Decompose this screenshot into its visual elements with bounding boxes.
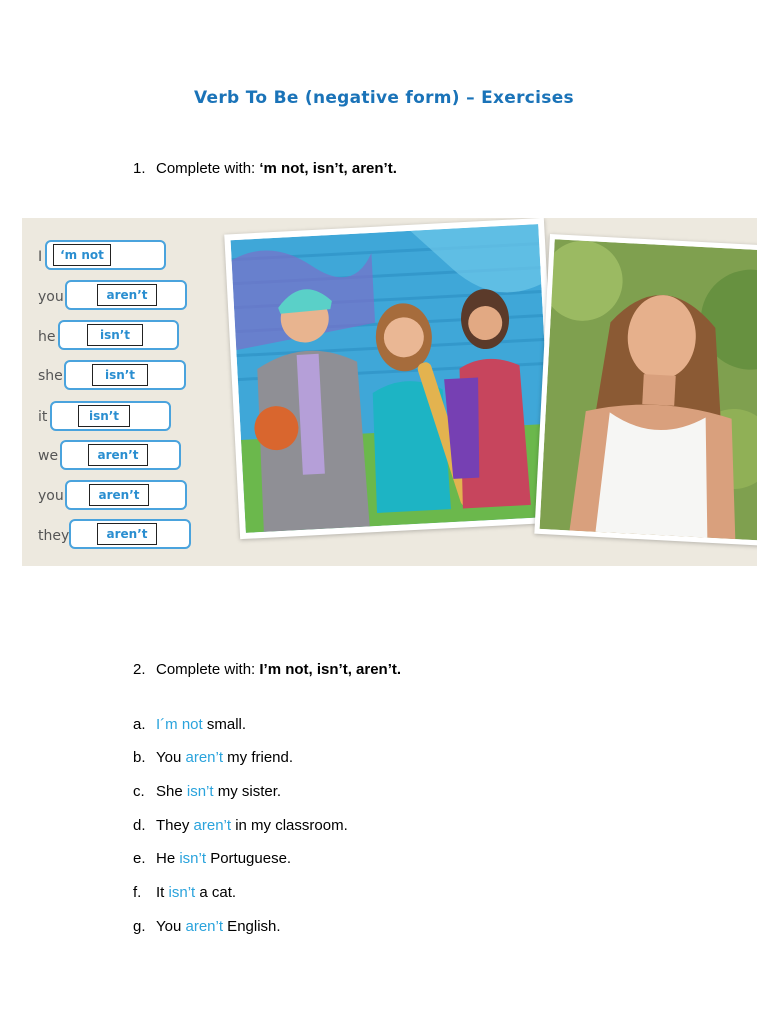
item-letter: a. [133, 716, 146, 733]
exercise-1-number: 1. [133, 160, 146, 177]
answer-text: ‘m not [53, 244, 111, 266]
item-answer: isn’t [168, 884, 196, 901]
answer-box [50, 401, 171, 431]
item-letter: g. [133, 918, 146, 935]
answer-text: isn’t [92, 364, 148, 386]
list-item [133, 884, 236, 901]
item-answer: aren’t [185, 749, 224, 766]
pronoun-label: you [38, 289, 64, 305]
girl-image [540, 239, 757, 540]
item-letter: e. [133, 850, 146, 867]
item-letter: b. [133, 749, 146, 766]
item-pre: It [156, 884, 169, 901]
list-item [133, 817, 348, 834]
teenagers-image [231, 224, 554, 533]
exercise-1-prompt [133, 160, 397, 177]
list-item [133, 850, 291, 867]
pronoun-label: we [38, 448, 59, 464]
answer-text: aren’t [89, 484, 149, 506]
list-item [133, 716, 246, 733]
answer-box [65, 480, 187, 510]
item-pre: He [156, 850, 180, 867]
item-answer: aren’t [185, 918, 224, 935]
photo-teenagers [224, 218, 560, 539]
item-answer: I´m not [156, 716, 203, 733]
item-pre: You [156, 918, 186, 935]
item-post: English. [223, 918, 281, 935]
pronoun-label: I [38, 249, 43, 265]
list-item [133, 749, 293, 766]
exercise-2-instruction: Complete with: [156, 661, 260, 678]
pronoun-label: she [38, 368, 63, 384]
exercise-2-prompt [133, 661, 401, 678]
answer-text: aren’t [97, 523, 157, 545]
item-post: my friend. [223, 749, 294, 766]
item-pre: You [156, 749, 186, 766]
exercise-2-number: 2. [133, 661, 146, 678]
item-letter: d. [133, 817, 146, 834]
exercise-2-options: I’m not, isn’t, aren’t. [259, 661, 402, 678]
photo-girl [534, 234, 757, 546]
answer-box [69, 519, 191, 549]
item-answer: isn’t [186, 783, 214, 800]
answer-text: aren’t [88, 444, 148, 466]
item-post: small. [202, 716, 247, 733]
exercise-1-instruction: Complete with: [156, 160, 260, 177]
item-answer: aren’t [193, 817, 232, 834]
answer-box [45, 240, 166, 270]
answer-text: isn’t [78, 405, 130, 427]
item-pre: They [156, 817, 194, 834]
item-letter: c. [133, 783, 145, 800]
page-title: Verb To Be (negative form) – Exercises [194, 88, 574, 108]
item-answer: isn’t [179, 850, 207, 867]
item-letter: f. [133, 884, 142, 901]
item-post: Portuguese. [206, 850, 292, 867]
exercise-1-options: ‘m not, isn’t, aren’t. [259, 160, 397, 177]
list-item [133, 918, 281, 935]
pronoun-label: he [38, 329, 56, 345]
answer-box [58, 320, 179, 350]
answer-text: aren’t [97, 284, 157, 306]
exercise-1-panel [22, 218, 757, 566]
item-post: in my classroom. [231, 817, 348, 834]
item-pre: She [156, 783, 187, 800]
list-item [133, 783, 281, 800]
item-post: a cat. [195, 884, 237, 901]
answer-box [60, 440, 181, 470]
answer-text: isn’t [87, 324, 143, 346]
answer-box [64, 360, 186, 390]
pronoun-label: they [38, 528, 70, 544]
pronoun-label: it [38, 409, 48, 425]
pronoun-label: you [38, 488, 64, 504]
answer-box [65, 280, 187, 310]
item-post: my sister. [213, 783, 282, 800]
